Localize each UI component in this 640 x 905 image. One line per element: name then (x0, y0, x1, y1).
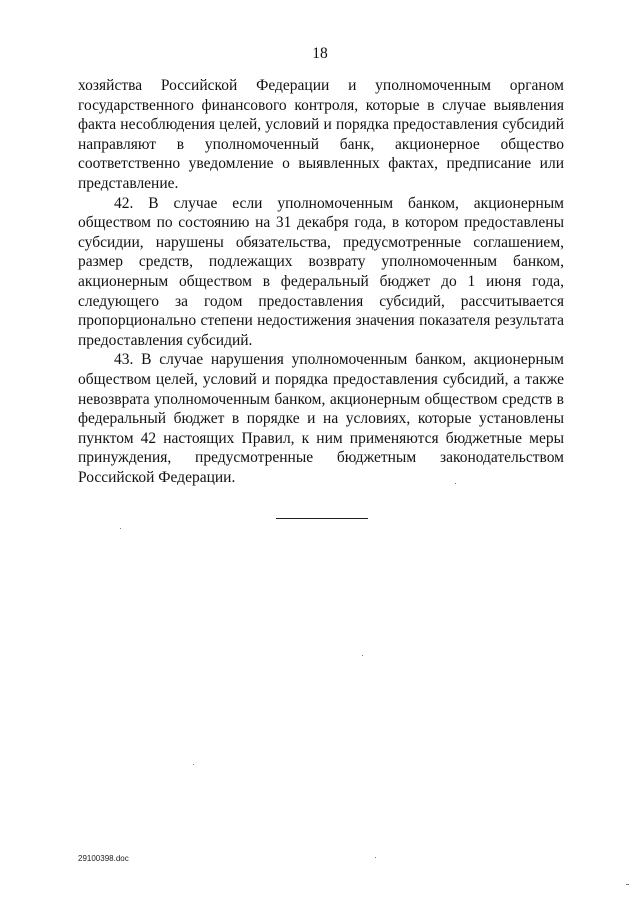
page-number: 18 (312, 45, 328, 62)
paragraph-item-42: 42. В случае если уполномоченным банком, акционерным обществом по состоянию на 31 декабря года, в котором предоставлены субсидии, нарушены обязательства, предусмотренные соглашением, размер средств, подлежащих возврату уполномоченным банком, акционерным обществом в федеральный бюджет до 1 июня года, следующего за годом предоставления субсидий, рассчитывается пропорционально степени недостижения значения показателя результата предоставления субсидий. (78, 194, 564, 349)
scan-speck (362, 655, 363, 656)
scan-speck (120, 528, 121, 529)
end-separator-line (276, 518, 368, 519)
scan-speck (626, 884, 629, 885)
paragraph-continuation: хозяйства Российской Федерации и уполномоченным органом государственного финансового контроля, которые в случае выявления факта несоблюдения целей, условий и порядка предоставления субсидий направляют в уполномоченный банк, акционерное общество соответственно уведомление о выявленных фактах, предписание или представление. (78, 77, 564, 192)
scan-speck (193, 764, 194, 765)
scan-speck (375, 857, 376, 858)
scan-speck (455, 483, 456, 484)
body-text (78, 76, 564, 487)
paragraph-item-43: 43. В случае нарушения уполномоченным банком, акционерным обществом целей, условий и порядка предоставления субсидий, а также невозврата уполномоченным банком, акционерным обществом средств в федеральный бюджет в порядке и на условиях, которые установлены пунктом 42 настоящих Правил, к ним применяются бюджетные меры принуждения, предусмотренные бюджетным законодательством Российской Федерации. (78, 351, 564, 486)
footer-filename: 29100398.doc (78, 854, 129, 863)
